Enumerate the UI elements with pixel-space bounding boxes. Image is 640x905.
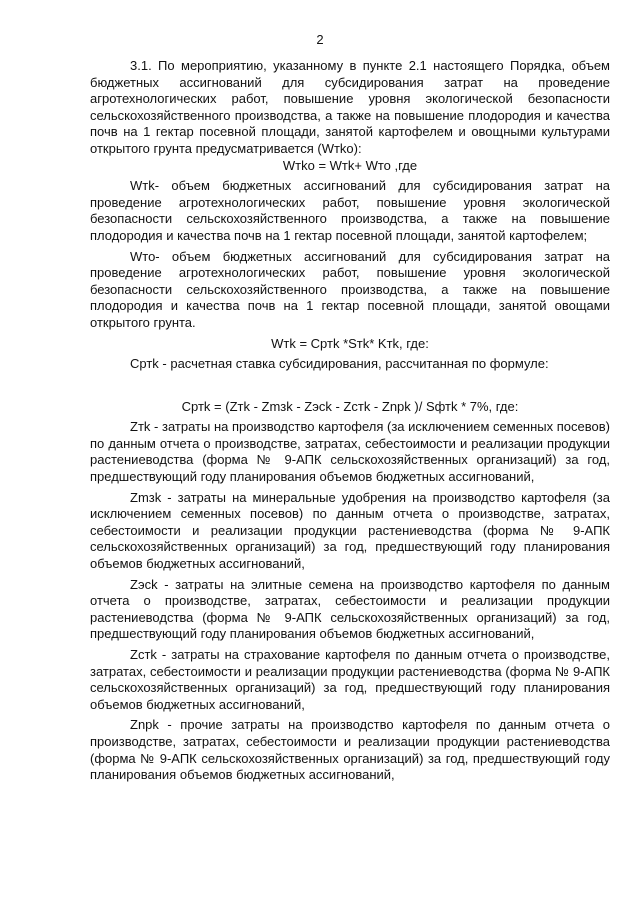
definition-zesk: Zэсk - затраты на элитные семена на производство картофеля по данным отчета о производстве, затратах, себестоимости и реализации продукции растениеводства (форма № 9-АПК сельскохозяйственных организаций) за год, предшествующий году планирования объемов бюджетных ассигнований,	[90, 576, 610, 642]
definition-ztk: Zтk - затраты на производство картофеля (за исключением семенных посевов) по данным отчета о производстве, затратах, себестоимости и реализации продукции растениеводства (форма № 9-АПК сельскохозяйственных организаций) за год, предшествующий году планирования объемов бюджетных ассигнований,	[90, 419, 610, 485]
definition-wto: Wто- объем бюджетных ассигнований для субсидирования затрат на проведение агротехнологических работ, повышение уровня экологической безопасности сельскохозяйственного производства, а также на повышение плодородия и качества почв на 1 гектар посевной площади, занятой овощами открытого грунта.	[90, 248, 610, 330]
definition-znrk: Znрk - прочие затраты на производство картофеля по данным отчета о производстве, затратах, себестоимости и реализации продукции растениеводства (форма № 9-АПК сельскохозяйственных организаций) за год, предшествующий году планирования объемов бюджетных ассигнований,	[90, 717, 610, 783]
formula-wtk: Wтk = Cртk *Sтk* Kтk, где:	[271, 335, 429, 351]
definition-zctk: Zcтk - затраты на страхование картофеля по данным отчета о производстве, затратах, себестоимости и реализации продукции растениеводства (форма № 9-АПК сельскохозяйственных организаций) за год, предшествующий году планирования объемов бюджетных ассигнований,	[90, 647, 610, 712]
formula-wtko: Wтko = Wтk+ Wто ,где	[282, 157, 418, 173]
definition-zmzk: Zmзk - затраты на минеральные удобрения на производство картофеля (за исключением семенных посевов) по данным отчета о производстве, затратах, себестоимости и реализации продукции растениеводства (форма № 9-АПК сельскохозяйственных организаций) за год, предшествующий году планирования объемов бюджетных ассигнований,	[90, 489, 610, 572]
definition-crtk: Cртk - расчетная ставка субсидирования, рассчитанная по формуле:	[130, 356, 549, 372]
definition-wtk: Wтk- объем бюджетных ассигнований для субсидирования затрат на проведение агротехнологических работ, повышение уровня экологической безопасности сельскохозяйственного производства, а также на повышение плодородия и качества почв на 1 гектар посевной площади, занятой картофелем;	[90, 178, 610, 243]
page-number: 2	[316, 32, 324, 47]
paragraph-3-1: 3.1. По мероприятию, указанному в пункте 2.1 настоящего Порядка, объем бюджетных ассигнований для субсидирования затрат на проведение агротехнологических работ, повышение уровня экологической безопасности сельскохозяйственного производства, а также на повышение плодородия и качества почв на 1 гектар посевной площади, занятой картофелем и овощными культурами открытого грунта предусматривается (Wтko):	[90, 58, 610, 156]
formula-crtk: Cртk = (Zтk - Zmзk - Zэсk - Zcтk - Znрk )/ Sфтk * 7%, где:	[181, 398, 519, 414]
document-body	[90, 58, 610, 784]
